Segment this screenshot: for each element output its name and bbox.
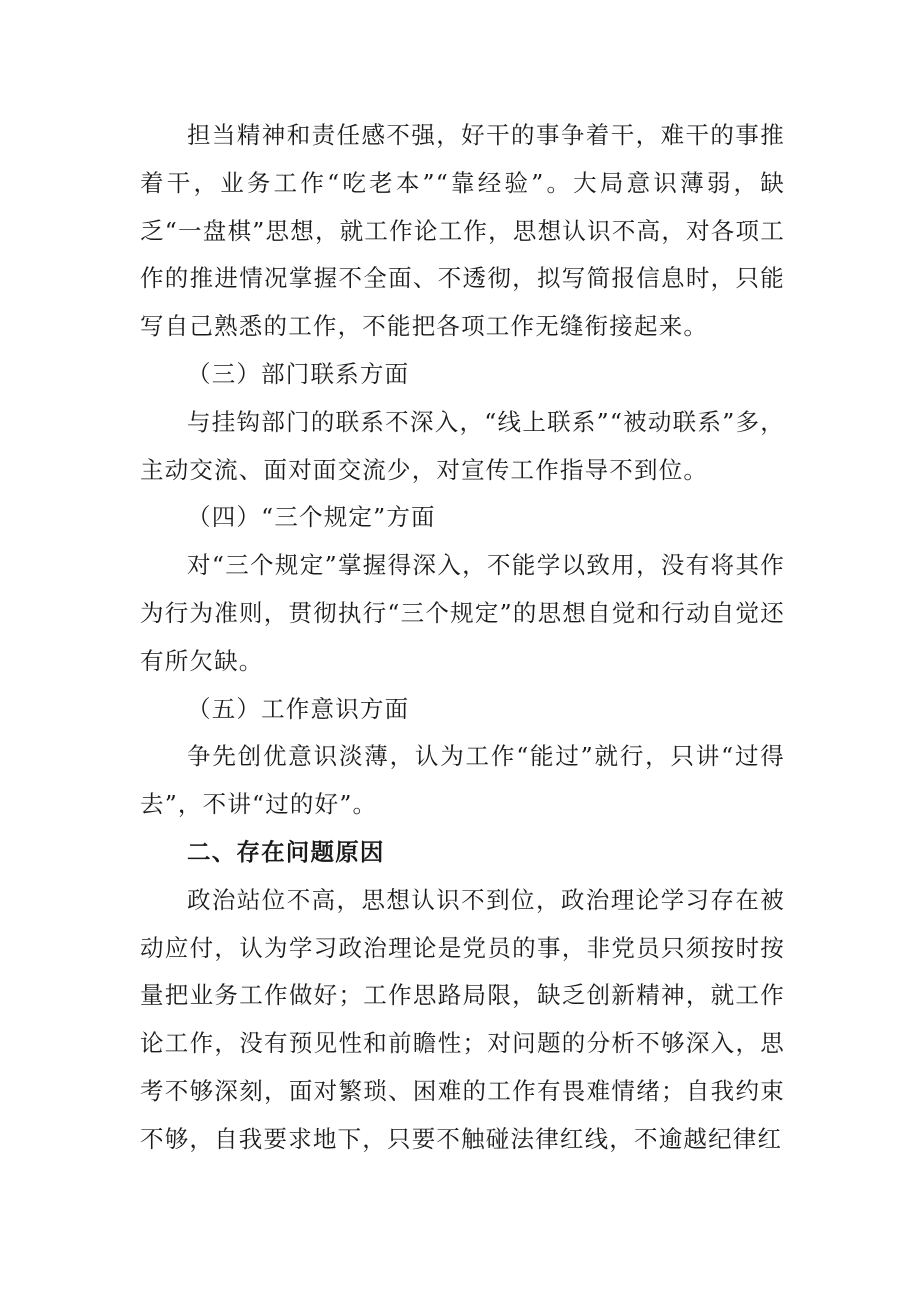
paragraph-three-regulations: 对“三个规定”掌握得深入，不能学以致用，没有将其作为行为准则，贯彻执行“三个规定”的思想自觉和行动自觉还有所欠缺。 xyxy=(140,551,785,675)
heading-department-contact: （三）部门联系方面 xyxy=(187,359,410,388)
paragraph-problem-causes: 政治站位不高，思想认识不到位，政治理论学习存在被动应付，认为学习政治理论是党员的事，非党员只须按时按量把业务工作做好；工作思路局限，缺乏创新精神，就工作论工作，没有预见性和前瞻性；对问题的分析不够深入，思考不够深刻，面对繁琐、困难的工作有畏难情绪；自我约束不够，自我要求地下，只要不触碰法律红线，不逾越纪律红 xyxy=(140,885,785,1153)
heading-three-regulations: （四）“三个规定”方面 xyxy=(187,503,436,532)
paragraph-responsibility: 担当精神和责任感不强，好干的事争着干，难干的事推着干，业务工作“吃老本”“靠经验”。大局意识薄弱，缺乏“一盘棋”思想，就工作论工作，思想认识不高，对各项工作的推进情况掌握不全面、不透彻，拟写简报信息时，只能写自己熟悉的工作，不能把各项工作无缝衔接起来。 xyxy=(140,121,785,341)
paragraph-work-awareness: 争先创优意识淡薄，认为工作“能过”就行，只讲“过得去”，不讲“过的好”。 xyxy=(140,742,785,819)
section-heading-problem-causes: 二、存在问题原因 xyxy=(187,837,385,866)
heading-work-awareness: （五）工作意识方面 xyxy=(187,694,410,723)
paragraph-department-contact: 与挂钩部门的联系不深入，“线上联系”“被动联系”多，主动交流、面对面交流少，对宣传工作指导不到位。 xyxy=(140,407,785,484)
document-body xyxy=(140,112,785,1164)
